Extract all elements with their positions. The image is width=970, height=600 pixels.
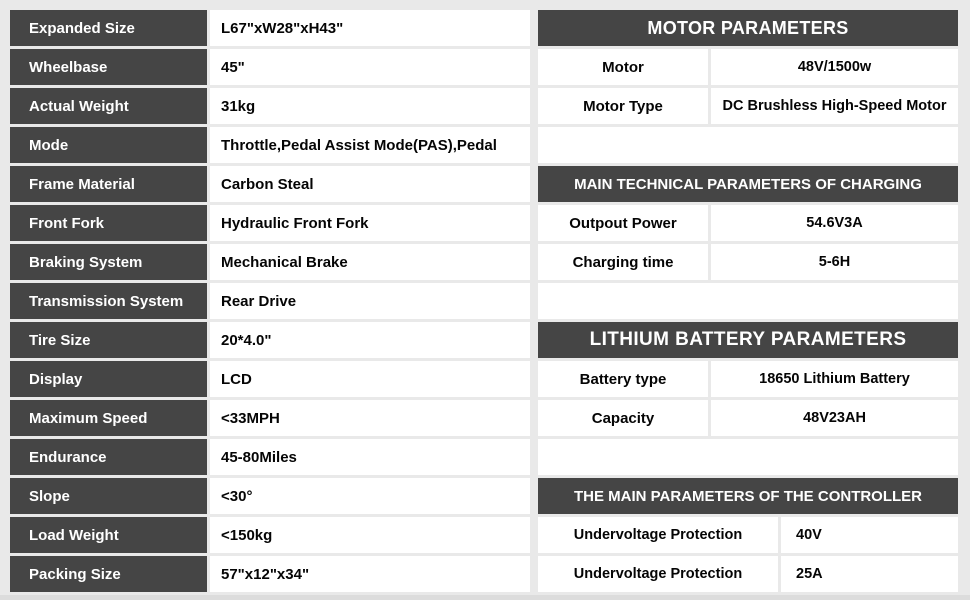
spec-label: Endurance <box>10 439 207 475</box>
spec-value: LCD <box>210 361 530 397</box>
spec-row-tire-size <box>10 322 530 358</box>
blank-row <box>538 439 958 475</box>
param-label: Undervoltage Protection <box>538 517 778 553</box>
spec-value: Carbon Steal <box>210 166 530 202</box>
param-row-charging-time <box>538 244 958 280</box>
spec-label: Braking System <box>10 244 207 280</box>
spec-value: <30° <box>210 478 530 514</box>
spec-row-endurance <box>10 439 530 475</box>
spec-value: L67"xW28"xH43" <box>210 10 530 46</box>
section-header: MOTOR PARAMETERS <box>538 10 958 46</box>
spec-value: Throttle,Pedal Assist Mode(PAS),Pedal <box>210 127 530 163</box>
spec-value: 45-80Miles <box>210 439 530 475</box>
spec-label: Slope <box>10 478 207 514</box>
spec-panel-right <box>538 10 958 595</box>
param-row-battery-type <box>538 361 958 397</box>
param-value: DC Brushless High-Speed Motor <box>711 88 958 124</box>
section-motor-parameters <box>538 10 958 163</box>
spec-value: 57"x12"x34" <box>210 556 530 592</box>
param-value: 25A <box>781 556 958 592</box>
param-value: 40V <box>781 517 958 553</box>
param-row-motor-type <box>538 88 958 124</box>
param-label: Motor <box>538 49 708 85</box>
spec-row-packing-size <box>10 556 530 592</box>
section-header: THE MAIN PARAMETERS OF THE CONTROLLER <box>538 478 958 514</box>
spec-label: Load Weight <box>10 517 207 553</box>
bottom-edge-shade <box>0 595 970 600</box>
spec-value: <150kg <box>210 517 530 553</box>
param-label: Outpout Power <box>538 205 708 241</box>
section-header: MAIN TECHNICAL PARAMETERS OF CHARGING <box>538 166 958 202</box>
spec-row-wheelbase <box>10 49 530 85</box>
param-value: 5-6H <box>711 244 958 280</box>
spec-row-front-fork <box>10 205 530 241</box>
spec-value: 31kg <box>210 88 530 124</box>
spec-value: 45" <box>210 49 530 85</box>
param-row-capacity <box>538 400 958 436</box>
spec-label: Tire Size <box>10 322 207 358</box>
spec-table-left <box>10 10 530 595</box>
spec-row-load-weight <box>10 517 530 553</box>
spec-row-actual-weight <box>10 88 530 124</box>
section-charging-parameters <box>538 166 958 319</box>
section-controller-parameters <box>538 478 958 592</box>
spec-row-transmission-system <box>10 283 530 319</box>
section-battery-parameters <box>538 322 958 475</box>
spec-label: Actual Weight <box>10 88 207 124</box>
param-value: 54.6V3A <box>711 205 958 241</box>
param-value: 18650 Lithium Battery <box>711 361 958 397</box>
param-value: 48V23AH <box>711 400 958 436</box>
spec-label: Transmission System <box>10 283 207 319</box>
spec-label: Mode <box>10 127 207 163</box>
blank-row <box>538 127 958 163</box>
param-label: Charging time <box>538 244 708 280</box>
param-label: Capacity <box>538 400 708 436</box>
spec-label: Wheelbase <box>10 49 207 85</box>
spec-row-display <box>10 361 530 397</box>
param-row-output-power <box>538 205 958 241</box>
section-header: LITHIUM BATTERY PARAMETERS <box>538 322 958 358</box>
spec-label: Display <box>10 361 207 397</box>
spec-label: Packing Size <box>10 556 207 592</box>
spec-value: 20*4.0" <box>210 322 530 358</box>
spec-label: Expanded Size <box>10 10 207 46</box>
param-value: 48V/1500w <box>711 49 958 85</box>
param-row-undervoltage-protection-a <box>538 556 958 592</box>
spec-label: Front Fork <box>10 205 207 241</box>
spec-row-frame-material <box>10 166 530 202</box>
spec-row-expanded-size <box>10 10 530 46</box>
spec-value: Rear Drive <box>210 283 530 319</box>
spec-label: Maximum Speed <box>10 400 207 436</box>
spec-row-maximum-speed <box>10 400 530 436</box>
param-label: Battery type <box>538 361 708 397</box>
param-row-undervoltage-protection-v <box>538 517 958 553</box>
spec-value: Hydraulic Front Fork <box>210 205 530 241</box>
spec-value: Mechanical Brake <box>210 244 530 280</box>
param-label: Undervoltage Protection <box>538 556 778 592</box>
spec-row-mode <box>10 127 530 163</box>
spec-value: <33MPH <box>210 400 530 436</box>
param-row-motor <box>538 49 958 85</box>
spec-label: Frame Material <box>10 166 207 202</box>
blank-row <box>538 283 958 319</box>
spec-row-braking-system <box>10 244 530 280</box>
spec-row-slope <box>10 478 530 514</box>
param-label: Motor Type <box>538 88 708 124</box>
